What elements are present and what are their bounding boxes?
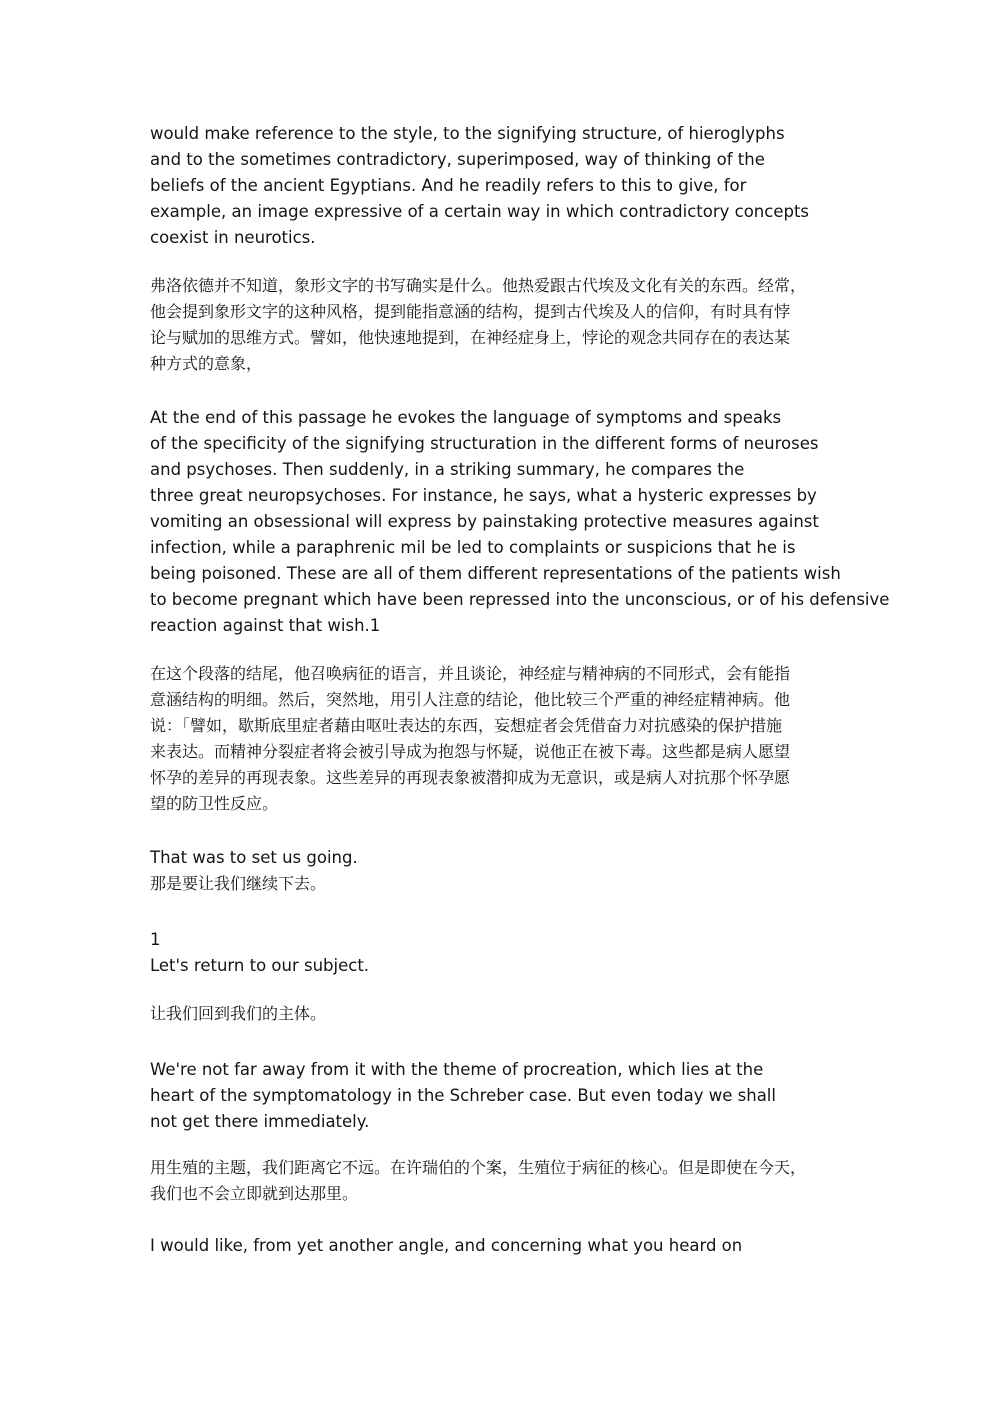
text-line: 论与赋加的思维方式。譬如，他快速地提到，在神经症身上，悖论的观念共同存在的表达某 [150,328,791,347]
text-line: We're not far away from it with the theme of procreation, which lies at the [150,1060,764,1079]
paragraph-chinese-symptoms [150,661,850,817]
text-line: would make reference to the style, to the signifying structure, of hieroglyphs [150,124,785,143]
text-line: 种方式的意象， [150,354,263,373]
text-line: 我们也不会立即就到达那里。 [150,1184,359,1203]
text-line: That was to set us going. [150,848,358,867]
text-line: 来表达。而精神分裂症者将会被引导成为抱怨与怀疑，说他正在被下毒。这些都是病人愿望 [150,742,791,761]
text-line: Let's return to our subject. [150,956,370,975]
footnote-return-subject [150,927,850,979]
paragraph-chinese-procreation [150,1155,850,1207]
paragraph-chinese-hieroglyphs [150,273,850,377]
text-line: 1 [150,930,161,949]
text-line: beliefs of the ancient Egyptians. And he readily refers to this to give, for [150,176,747,195]
text-line: of the specificity of the signifying structuration in the different forms of neuroses [150,434,819,453]
paragraph-english-procreation [150,1057,850,1135]
text-line: coexist in neurotics. [150,228,316,247]
text-line: 望的防卫性反应。 [150,794,279,813]
text-line: three great neuropsychoses. For instance, he says, what a hysteric expresses by [150,486,817,505]
text-line: 让我们回到我们的主体。 [150,1004,327,1023]
text-line: I would like, from yet another angle, and concerning what you heard on [150,1236,743,1255]
text-line: to become pregnant which have been repressed into the unconscious, or of his defensive [150,590,890,609]
text-line: being poisoned. These are all of them different representations of the patients wish [150,564,841,583]
text-line: 在这个段落的结尾，他召唤病征的语言，并且谈论，神经症与精神病的不同形式，会有能指 [150,664,791,683]
paragraph-english-set-going [150,845,850,871]
paragraph-english-another-angle [150,1233,850,1259]
text-line: heart of the symptomatology in the Schreber case. But even today we shall [150,1086,776,1105]
document-page [150,121,890,1279]
text-line: 那是要让我们继续下去。 [150,874,327,893]
paragraph-chinese-set-going [150,871,850,897]
text-line: 弗洛依德并不知道，象形文字的书写确实是什么。他热爱跟古代埃及文化有关的东西。经常， [150,276,807,295]
text-line: 说：「譬如，歇斯底里症者藉由呕吐表达的东西，妄想症者会凭借奋力对抗感染的保护措施 [150,716,783,735]
text-line: and to the sometimes contradictory, superimposed, way of thinking of the [150,150,765,169]
text-line: At the end of this passage he evokes the language of symptoms and speaks [150,408,782,427]
text-line: vomiting an obsessional will express by painstaking protective measures against [150,512,819,531]
text-line: 他会提到象形文字的这种风格，提到能指意涵的结构，提到古代埃及人的信仰，有时具有悖 [150,302,791,321]
text-line: example, an image expressive of a certain way in which contradictory concepts [150,202,810,221]
text-line: not get there immediately. [150,1112,370,1131]
paragraph-english-symptoms [150,405,890,639]
text-line: 用生殖的主题，我们距离它不远。在许瑞伯的个案，生殖位于病征的核心。但是即使在今天， [150,1158,807,1177]
text-line: 怀孕的差异的再现表象。这些差异的再现表象被潜抑成为无意识，或是病人对抗那个怀孕愿 [150,768,791,787]
paragraph-english-hieroglyphs [150,121,850,251]
text-line: reaction against that wish.1 [150,616,381,635]
paragraph-chinese-return-subject [150,1001,850,1027]
text-line: 意涵结构的明细。然后，突然地，用引人注意的结论，他比较三个严重的神经症精神病。他 [150,690,791,709]
text-line: infection, while a paraphrenic mil be led to complaints or suspicions that he is [150,538,796,557]
text-line: and psychoses. Then suddenly, in a striking summary, he compares the [150,460,745,479]
